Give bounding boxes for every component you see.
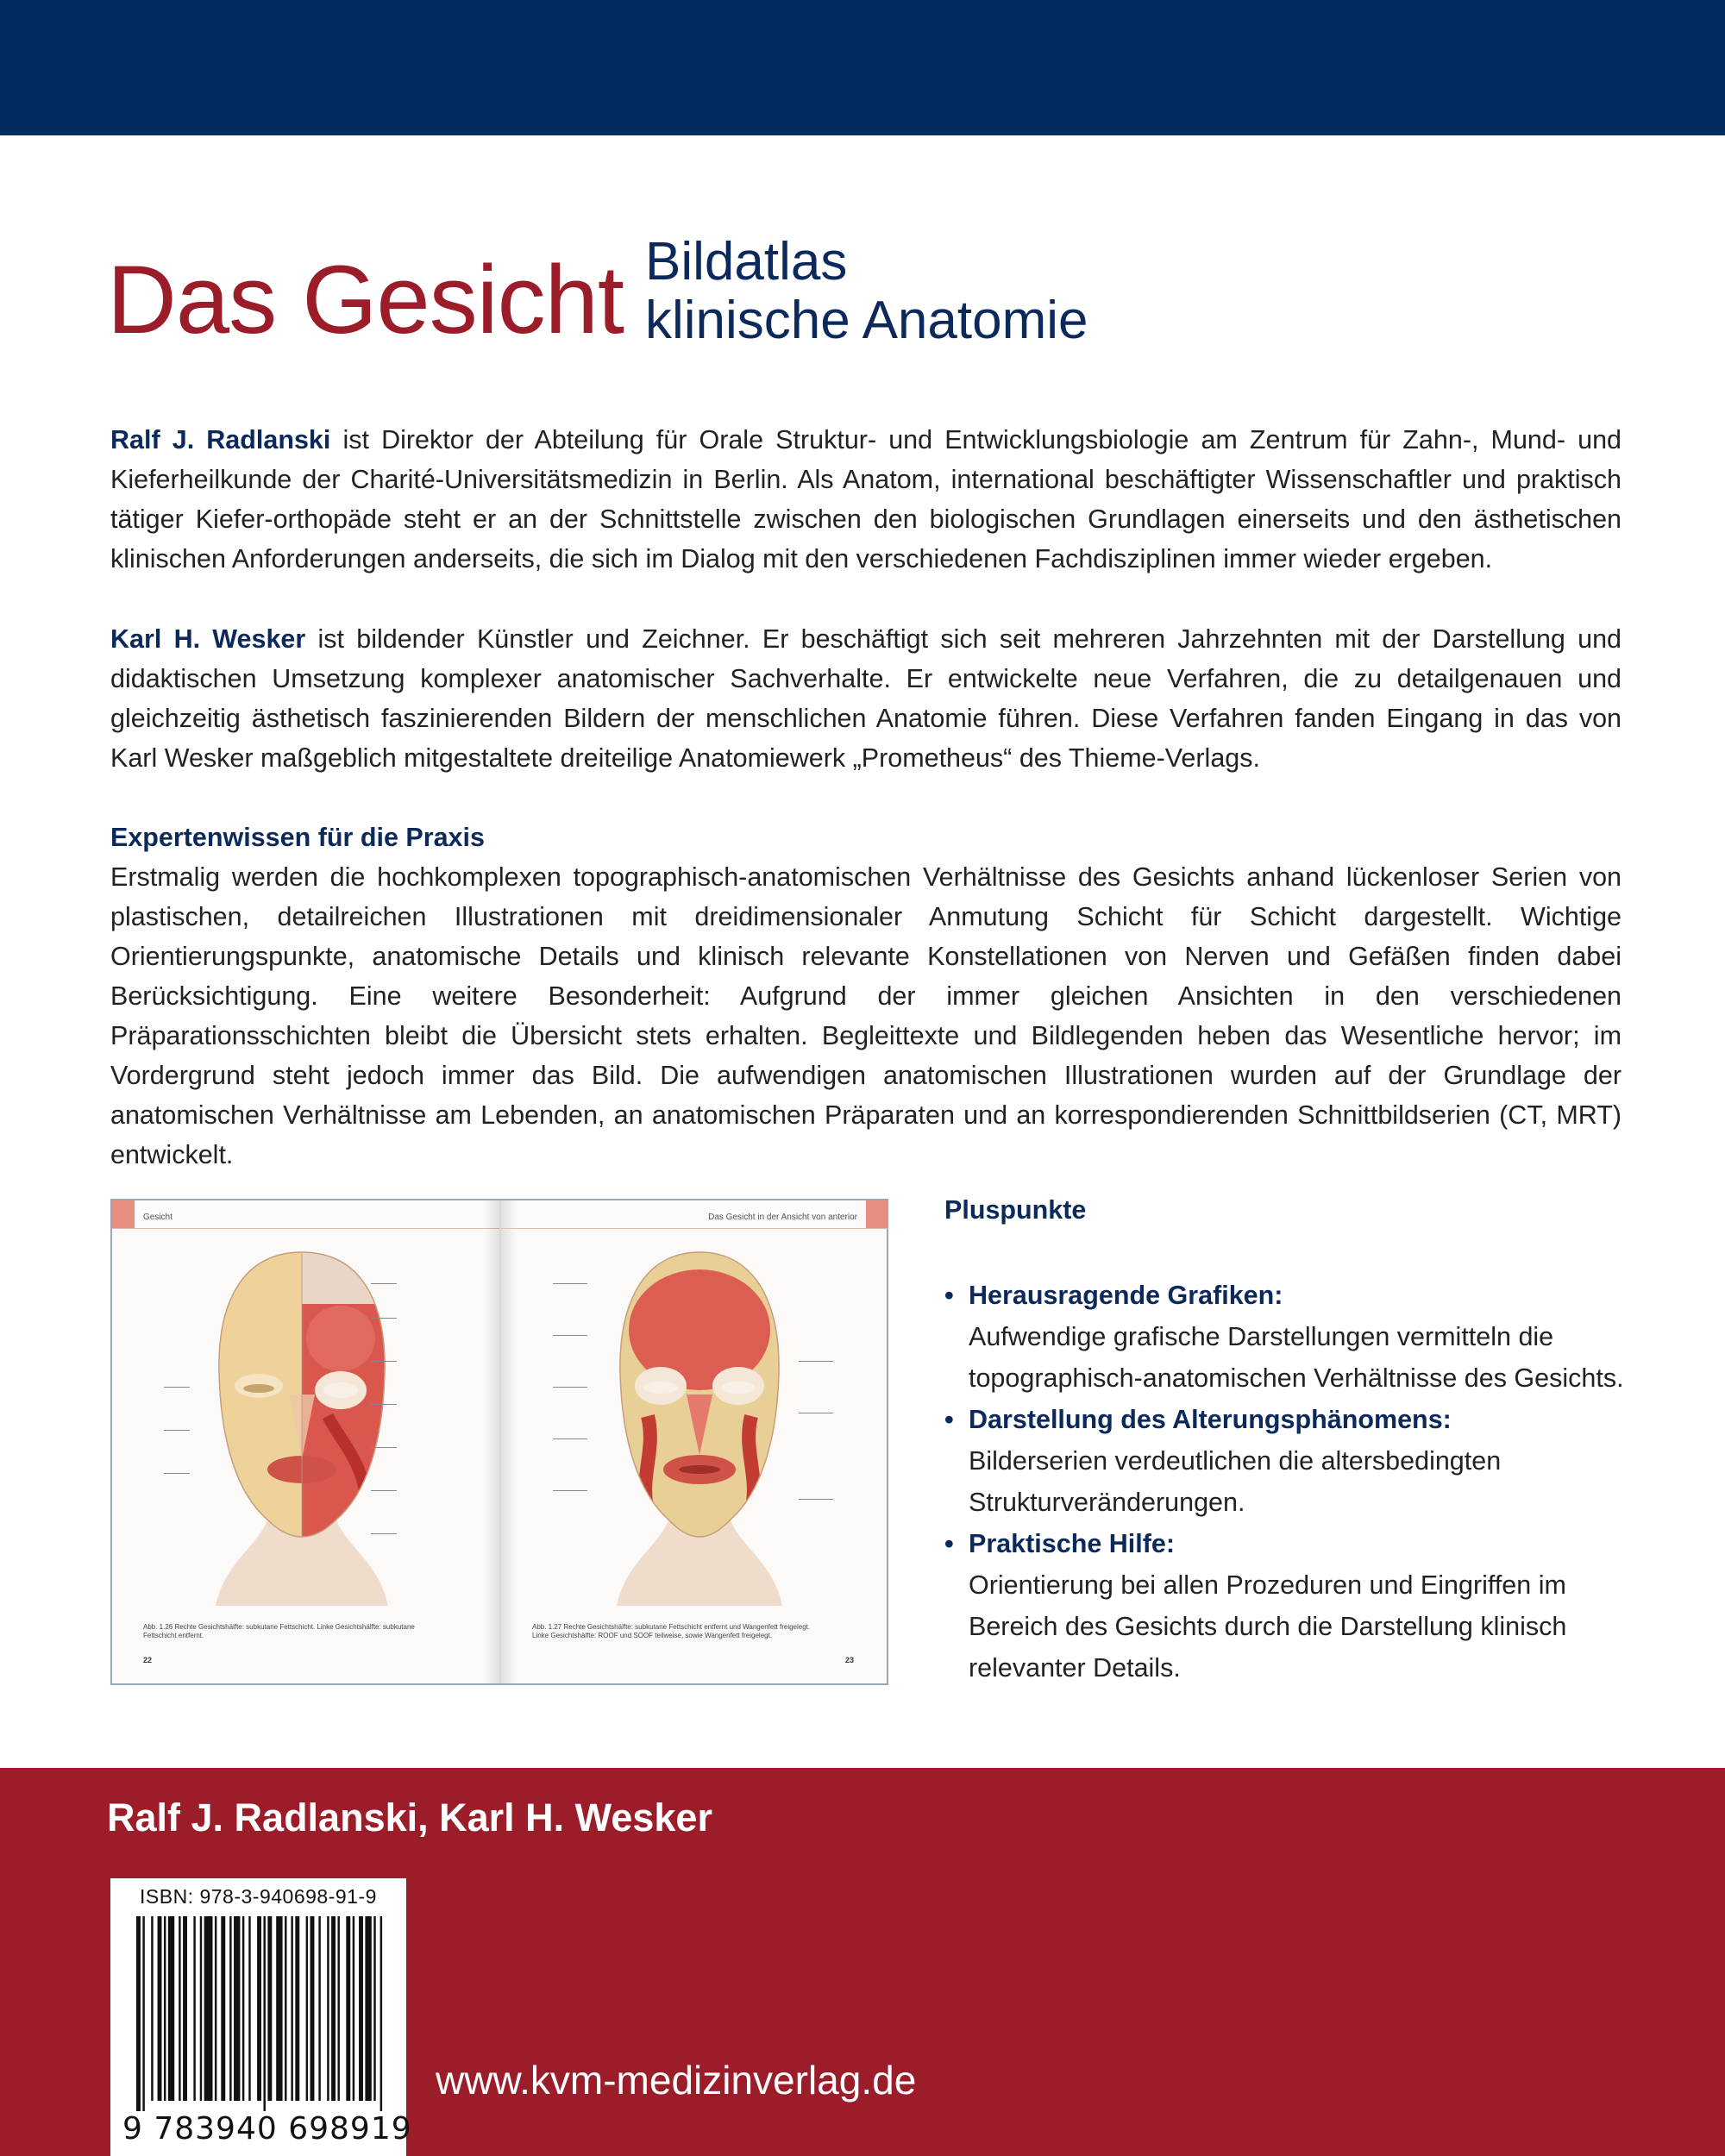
label-leader-line [799, 1361, 833, 1362]
pluspunkte-item-title: Herausragende Grafiken: [969, 1281, 1283, 1310]
barcode-bar [229, 1916, 231, 2101]
pluspunkte-item [944, 1399, 1634, 1523]
isbn-label: ISBN: 978-3-940698-91-9 [140, 1885, 377, 1908]
barcode-bar [276, 1916, 282, 2101]
barcode-bar [327, 1916, 329, 2101]
figure-caption-left: Abb. 1.26 Rechte Gesichtshälfte: subkutane Fettschicht. Linke Gesichtshälfte: subkutane Fettschicht entfernt. [143, 1623, 415, 1639]
left-page-header: Gesicht [143, 1213, 172, 1222]
label-leader-line [164, 1387, 190, 1388]
barcode-bar [257, 1916, 261, 2101]
label-leader-line [553, 1283, 587, 1284]
barcode-bar [193, 1916, 195, 2101]
barcode-bar [380, 1916, 382, 2111]
barcode-bar [248, 1916, 250, 2101]
pluspunkte-item [944, 1523, 1634, 1689]
page-tab [866, 1200, 888, 1228]
pluspunkte-item-desc: Orientierung bei allen Prozeduren und Eingriffen im Bereich des Gesichts durch die Darstellung klinisch relevanter Details. [969, 1570, 1567, 1683]
label-leader-line [371, 1447, 397, 1448]
label-leader-line [371, 1490, 397, 1491]
label-leader-line [553, 1438, 587, 1439]
pluspunkte-item-title: Praktische Hilfe: [969, 1529, 1176, 1558]
authors-line: Ralf J. Radlanski, Karl H. Wesker [107, 1796, 712, 1839]
barcode-bar [267, 1916, 272, 2101]
title-main: Das Gesicht [107, 246, 624, 354]
isbn-barcode-box [110, 1878, 412, 2156]
pluspunkte-item-title: Darstellung des Alterungsphänomens: [969, 1405, 1452, 1434]
barcode-bar [136, 1916, 141, 2111]
face-anatomy-illustration-left [190, 1244, 414, 1606]
face-anatomy-illustration-right [596, 1244, 803, 1606]
pluspunkte-item [944, 1275, 1634, 1399]
barcode-bar [337, 1916, 339, 2101]
barcode-bar [331, 1916, 336, 2101]
barcode-bar [310, 1916, 315, 2101]
spread-right-page [501, 1200, 888, 1683]
figure-caption-right: Abb. 1.27 Rechte Gesichtshälfte: subkutane Fettschicht entfernt und Wangenfett freigelegt. Linke Gesichtshälfte: ROOF und SOOF teilweise, sowie Wangenfett freigelegt. [532, 1623, 811, 1639]
barcode-bar [285, 1916, 286, 2101]
barcode-bar [365, 1916, 371, 2101]
page-header [112, 1200, 499, 1229]
author-name-radlanski: Ralf J. Radlanski [110, 425, 331, 454]
label-leader-line [371, 1283, 397, 1284]
barcode-bar [179, 1916, 180, 2101]
label-leader-line [371, 1361, 397, 1362]
label-leader-line [371, 1318, 397, 1319]
pluspunkte-item-desc: Aufwendige grafische Darstellungen vermitteln die topographisch-anatomischen Verhältnisse des Gesichts. [969, 1322, 1624, 1393]
book-spread-image [110, 1199, 888, 1685]
barcode-bar [291, 1916, 292, 2101]
barcode-bar [353, 1916, 354, 2101]
subtitle-line-1: Bildatlas [645, 232, 848, 291]
barcode-bar [183, 1916, 187, 2101]
label-leader-line [553, 1490, 587, 1491]
pluspunkte-item-desc: Bilderserien verdeutlichen die altersbedingten Strukturveränderungen. [969, 1446, 1502, 1517]
label-leader-line [553, 1387, 587, 1388]
barcode-bar [306, 1916, 308, 2101]
barcode-icon [136, 1916, 386, 2111]
barcode-bar [200, 1916, 202, 2101]
page-header [501, 1200, 888, 1229]
barcode-bar [295, 1916, 299, 2101]
barcode-bar [151, 1916, 153, 2101]
subtitle-line-2: klinische Anatomie [645, 291, 1088, 350]
barcode-bar [142, 1916, 144, 2111]
author-bio-wesker [110, 619, 1622, 778]
label-leader-line [164, 1430, 190, 1431]
publisher-website: www.kvm-medizinverlag.de [436, 2058, 917, 2103]
label-leader-line [553, 1335, 587, 1336]
barcode-bar [204, 1916, 213, 2101]
spread-left-page [112, 1200, 499, 1683]
section-body-praxis: Erstmalig werden die hochkomplexen topographisch-anatomischen Verhältnisse des Gesichts anhand lückenloser Serien von plastischen, detailreichen Illustrationen mit dreidimensionaler Anmutung Schicht für Schicht dargestellt. Wichtige Orientierungspunkte, anatomische Details und klinisch relevante Konstellationen von Nerven und Gefäßen finden dabei Berücksichtigung. Eine weitere Besonderheit: Aufgrund der immer gleichen Ansichten in den verschiedenen Präparationsschichten bleibt die Übersicht stets erhalten. Begleittexte und Bildlegenden heben das Wesentliche hervor; im Vordergrund steht jedoch immer das Bild. Die aufwendigen anatomischen Illustrationen wurden auf der Grundlage der anatomischen Verhältnisse am Lebenden, an anatomischen Präparaten und an korrespondierenden Schnittbildserien (CT, MRT) entwickelt. [110, 862, 1622, 1169]
label-leader-line [371, 1533, 397, 1534]
barcode-bar [168, 1916, 174, 2101]
bullet: • [944, 1529, 954, 1558]
label-leader-line [164, 1473, 190, 1474]
barcode-bar [318, 1916, 320, 2101]
bullet: • [944, 1281, 954, 1310]
author-bio-radlanski [110, 420, 1622, 579]
barcode-bar [373, 1916, 375, 2101]
right-page-number: 23 [844, 1656, 854, 1664]
barcode-bar [215, 1916, 216, 2101]
left-page-number: 22 [143, 1656, 153, 1664]
barcode-bar [242, 1916, 244, 2101]
barcode-bar [359, 1916, 363, 2101]
section-heading-praxis: Expertenwissen für die Praxis [110, 823, 485, 852]
barcode-digits: 9 783940 698919 [122, 2111, 412, 2147]
top-color-band [0, 0, 1725, 135]
pluspunkte-heading: Pluspunkte [944, 1195, 1087, 1225]
page-tab [112, 1200, 135, 1228]
barcode-bar [158, 1916, 162, 2101]
barcode-bar [164, 1916, 166, 2101]
barcode-bar [346, 1916, 350, 2101]
title-subtitle [645, 233, 1088, 350]
barcode-bar [221, 1916, 225, 2101]
barcode-bar [263, 1916, 265, 2111]
bullet: • [944, 1405, 954, 1434]
pluspunkte-section [944, 1190, 1634, 1689]
barcode-bar [234, 1916, 240, 2101]
label-leader-line [799, 1499, 833, 1500]
bio-text-radlanski: ist Direktor der Abteilung für Orale Struktur- und Entwicklungsbiologie am Zentrum für Zahn-, Mund- und Kieferheilkunde der Charité-Universitätsmedizin in Berlin. Als Anatom, international beschäftigter Wissenschaftler und praktisch tätiger Kiefer-orthopäde steht er an der Schnittstelle zwischen den biologischen Grundlagen einerseits und den ästhetischen klinischen Anforderungen anderseits, die sich im Dialog mit den verschiedenen Fachdisziplinen immer wieder ergeben. [110, 425, 1622, 573]
bio-text-wesker: ist bildender Künstler und Zeichner. Er beschäftigt sich seit mehreren Jahrzehnten mit der Darstellung und didaktischen Umsetzung komplexer anatomischer Sachverhalte. Er entwickelte neue Verfahren, die zu detailgenauen und gleichzeitig ästhetisch faszinierenden Bildern der menschlichen Anatomie führen. Diese Verfahren fanden Eingang in das von Karl Wesker maßgeblich mitgestaltete dreiteilige Anatomiewerk „Prometheus“ des Thieme-Verlags. [110, 624, 1622, 773]
right-page-header: Das Gesicht in der Ansicht von anterior [708, 1213, 857, 1222]
label-leader-line [371, 1404, 397, 1405]
author-name-wesker: Karl H. Wesker [110, 624, 306, 654]
